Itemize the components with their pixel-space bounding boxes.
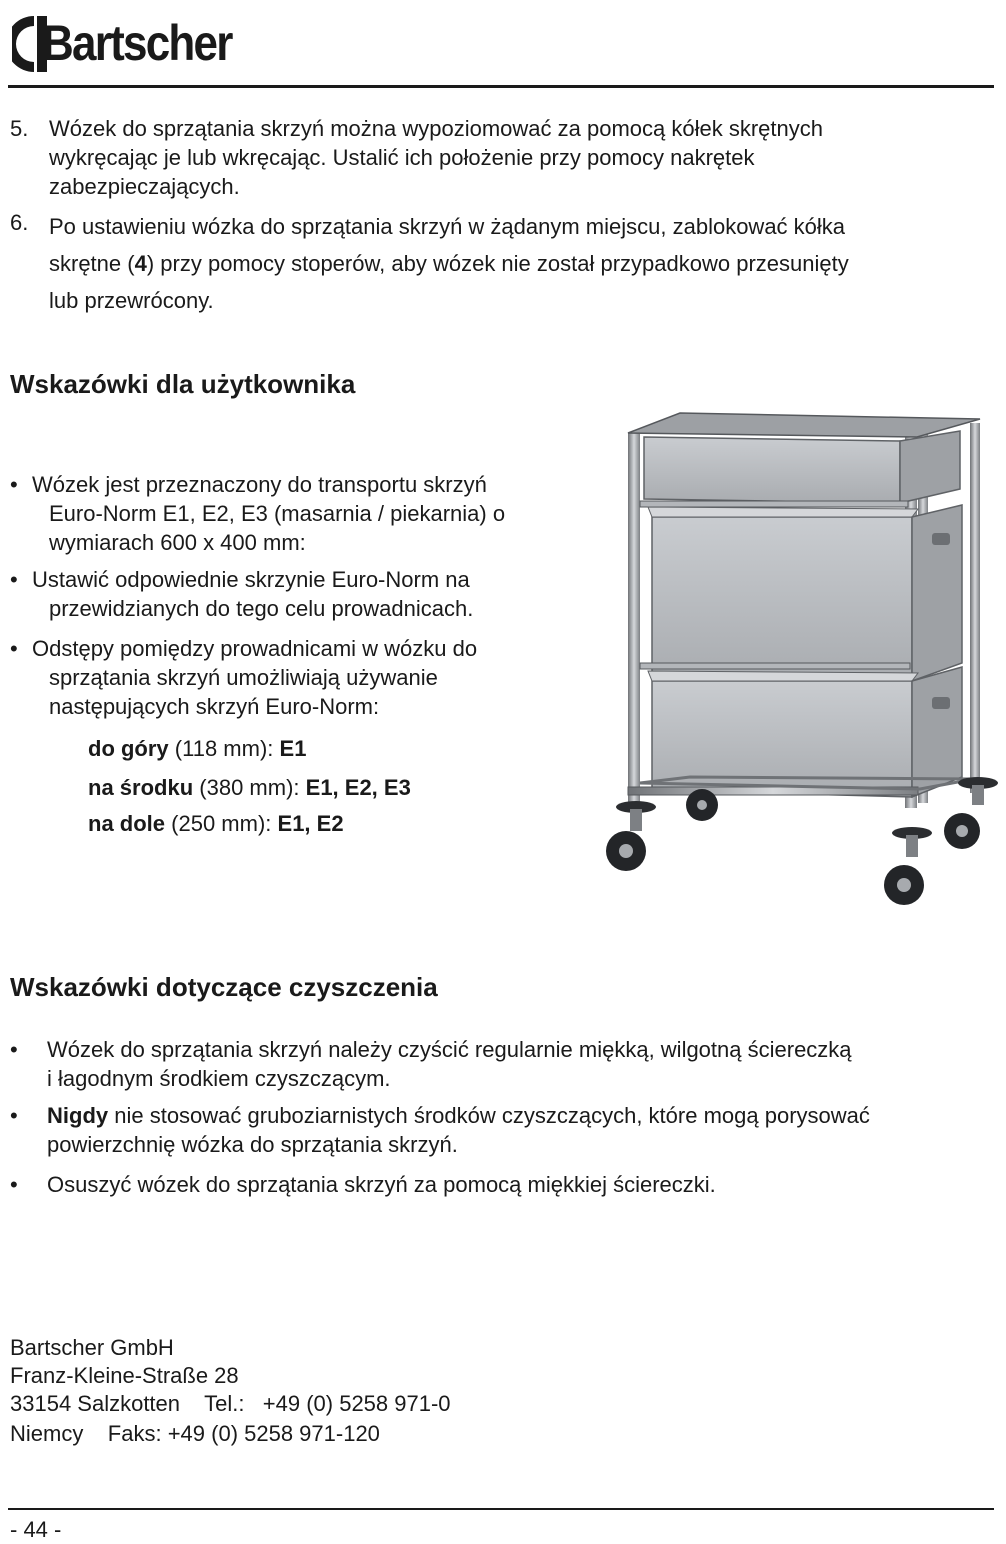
bullet-dot: • <box>10 472 18 497</box>
bullet-dot: • <box>10 1103 18 1128</box>
user-bullet <box>10 470 590 560</box>
bullet-line: wymiarach 600 x 400 mm: <box>49 530 306 555</box>
box-cart-illustration <box>600 405 1000 915</box>
step-line: Wózek do sprzątania skrzyń można wypoziomować za pomocą kółek skrętnych <box>49 116 823 141</box>
bullet-dot: • <box>10 1037 18 1062</box>
step-5 <box>10 114 990 204</box>
spacing-position: do góry <box>88 736 169 761</box>
brand-logo <box>12 10 252 76</box>
spacing-boxes: E1 <box>279 736 307 761</box>
cleaning-bullet <box>10 1101 1000 1163</box>
caster-wheel <box>944 777 998 849</box>
step-line: Po ustawieniu wózka do sprzątania skrzyń w żądanym miejscu, zablokować kółka <box>49 214 846 239</box>
footer-rule <box>8 1508 994 1510</box>
bullet-dot: • <box>10 567 18 592</box>
cart-upright <box>628 433 640 805</box>
spacing-position: na dole <box>88 811 166 836</box>
bullet-line: Odstępy pomiędzy prowadnicami w wózku do <box>32 636 478 661</box>
step-line: lub przewrócony. <box>49 288 214 313</box>
cart-rail <box>640 501 908 507</box>
crate-middle-rim <box>648 507 918 517</box>
crate-middle <box>652 517 912 681</box>
company-name: Bartscher GmbH <box>10 1335 174 1360</box>
company-fax: Faks: +49 (0) 5258 971-120 <box>107 1421 380 1446</box>
bullet-line: Osuszyć wózek do sprzątania skrzyń za pomocą miękkiej ściereczki. <box>47 1172 716 1197</box>
company-city-phone <box>10 1390 451 1418</box>
company-city: 33154 Salzkotten <box>10 1391 181 1416</box>
caster-wheel <box>884 827 932 905</box>
spacing-bottom <box>88 809 344 838</box>
spacing-size: (118 mm): <box>174 736 274 761</box>
step-line: zabezpieczających. <box>49 174 240 199</box>
crate-bottom-rim <box>648 671 918 681</box>
bullet-line: i łagodnym środkiem czyszczącym. <box>47 1066 391 1091</box>
step-number: 6. <box>10 210 29 235</box>
bullet-line: Ustawić odpowiednie skrzynie Euro-Norm na <box>32 567 470 592</box>
step-line: wykręcając je lub wkręcając. Ustalić ich położenie przy pomocy nakrętek <box>49 145 755 170</box>
brand-name: Bartscher <box>42 15 232 71</box>
caster-wheel <box>606 801 656 871</box>
user-bullet <box>10 565 590 625</box>
bullet-line: Euro-Norm E1, E2, E3 (masarnia / piekarnia) o <box>49 501 506 526</box>
user-bullet <box>10 634 590 724</box>
cleaning-heading: Wskazówki dotyczące czyszczenia <box>10 972 438 1002</box>
bullet-line: Wózek jest przeznaczony do transportu skrzyń <box>32 472 487 497</box>
company-country-fax <box>10 1420 380 1448</box>
step-6 <box>10 208 990 318</box>
bullet-line: Wózek do sprzątania skrzyń należy czyścić regularnie miękką, wilgotną ściereczką <box>47 1037 852 1062</box>
crate-top-side <box>900 431 960 503</box>
spacing-size: (250 mm): <box>171 811 272 836</box>
crate-top <box>644 437 900 503</box>
bullet-line: Nigdy nie stosować gruboziarnistych środków czyszczących, które mogą porysować <box>47 1103 870 1128</box>
caster-wheel <box>686 789 718 821</box>
user-hints-heading: Wskazówki dla użytkownika <box>10 369 356 399</box>
cleaning-bullet <box>10 1170 990 1200</box>
wheel-ref: 4 <box>134 251 147 276</box>
never-emphasis: Nigdy <box>47 1103 109 1128</box>
spacing-size: (380 mm): <box>199 775 300 800</box>
crate-middle-side <box>912 505 962 681</box>
bullet-dot: • <box>10 1172 18 1197</box>
bullet-line: przewidzianych do tego celu prowadnicach. <box>49 596 474 621</box>
crate-handle <box>932 533 950 545</box>
crate-handle <box>932 697 950 709</box>
cart-rail <box>640 663 910 669</box>
company-street: Franz-Kleine-Straße 28 <box>10 1363 239 1388</box>
bullet-dot: • <box>10 636 18 661</box>
spacing-boxes: E1, E2 <box>277 811 344 836</box>
cleaning-bullet <box>10 1035 990 1097</box>
step-number: 5. <box>10 116 29 141</box>
cart-top-frame <box>628 413 980 437</box>
spacing-middle <box>88 773 411 802</box>
bullet-line: sprzątania skrzyń umożliwiają używanie <box>49 665 438 690</box>
step-line: skrętne (4) przy pomocy stoperów, aby wózek nie został przypadkowo przesunięty <box>49 251 849 276</box>
cart-upright <box>970 423 980 793</box>
page-number: - 44 - <box>10 1517 62 1542</box>
company-phone: Tel.: +49 (0) 5258 971-0 <box>204 1391 451 1416</box>
company-country: Niemcy <box>10 1421 84 1446</box>
bullet-line: powierzchnię wózka do sprzątania skrzyń. <box>47 1132 458 1157</box>
spacing-position: na środku <box>88 775 194 800</box>
bullet-line: następujących skrzyń Euro-Norm: <box>49 694 380 719</box>
spacing-boxes: E1, E2, E3 <box>305 775 411 800</box>
spacing-top <box>88 734 306 763</box>
header-rule <box>8 85 994 88</box>
